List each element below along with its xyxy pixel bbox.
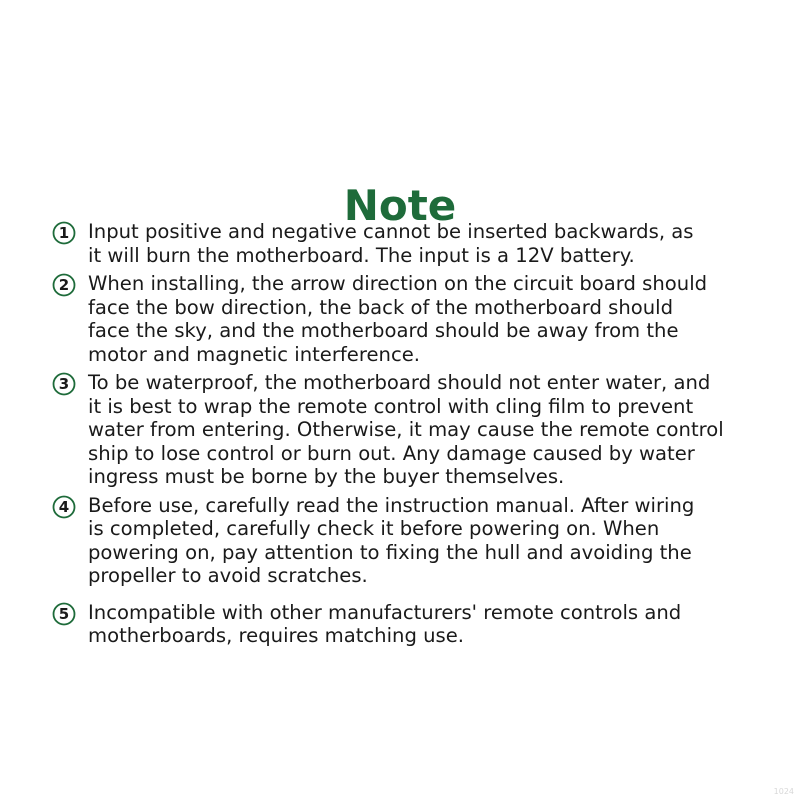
note-item-3 xyxy=(52,371,772,489)
circled-number-1-icon xyxy=(52,221,82,244)
note-text: Before use, carefully read the instruction manual. After wiring is completed, carefully check it before powering on. When powering on, pay attention to fixing the hull and avoiding the propeller to avoid scratches. xyxy=(88,493,695,587)
circled-number-5-icon xyxy=(52,602,82,625)
note-number: 5 xyxy=(58,604,70,623)
note-text: Incompatible with other manufacturers' remote controls and motherboards, requires matching use. xyxy=(88,600,682,647)
note-number: 3 xyxy=(58,375,70,393)
circled-number-3-icon xyxy=(52,372,82,395)
note-list xyxy=(52,220,772,648)
circled-number-4-icon xyxy=(52,495,82,518)
note-item-5 xyxy=(52,601,772,648)
page-title: Note xyxy=(343,181,457,231)
note-text: Input positive and negative cannot be inserted backwards, as it will burn the motherboard. The input is a 12V battery. xyxy=(88,220,694,267)
note-number: 2 xyxy=(58,276,70,294)
circled-number-2-icon xyxy=(52,273,82,296)
note-item-1 xyxy=(52,220,772,267)
note-item-2 xyxy=(52,272,772,366)
note-item-4 xyxy=(52,494,772,588)
note-number: 1 xyxy=(58,224,70,242)
corner-mark: 1024 xyxy=(773,787,794,796)
note-number: 4 xyxy=(58,497,70,516)
note-text: When installing, the arrow direction on the circuit board should face the bow direction, the back of the motherboard should face the sky, and the motherboard should be away from the motor and magnetic interference. xyxy=(88,272,708,366)
note-text: To be waterproof, the motherboard should not enter water, and it is best to wrap the remote control with cling film to prevent water from entering. Otherwise, it may cause the remote control ship to lose control or burn out. Any damage caused by water ingress must be borne by the buyer themselves. xyxy=(88,371,724,488)
